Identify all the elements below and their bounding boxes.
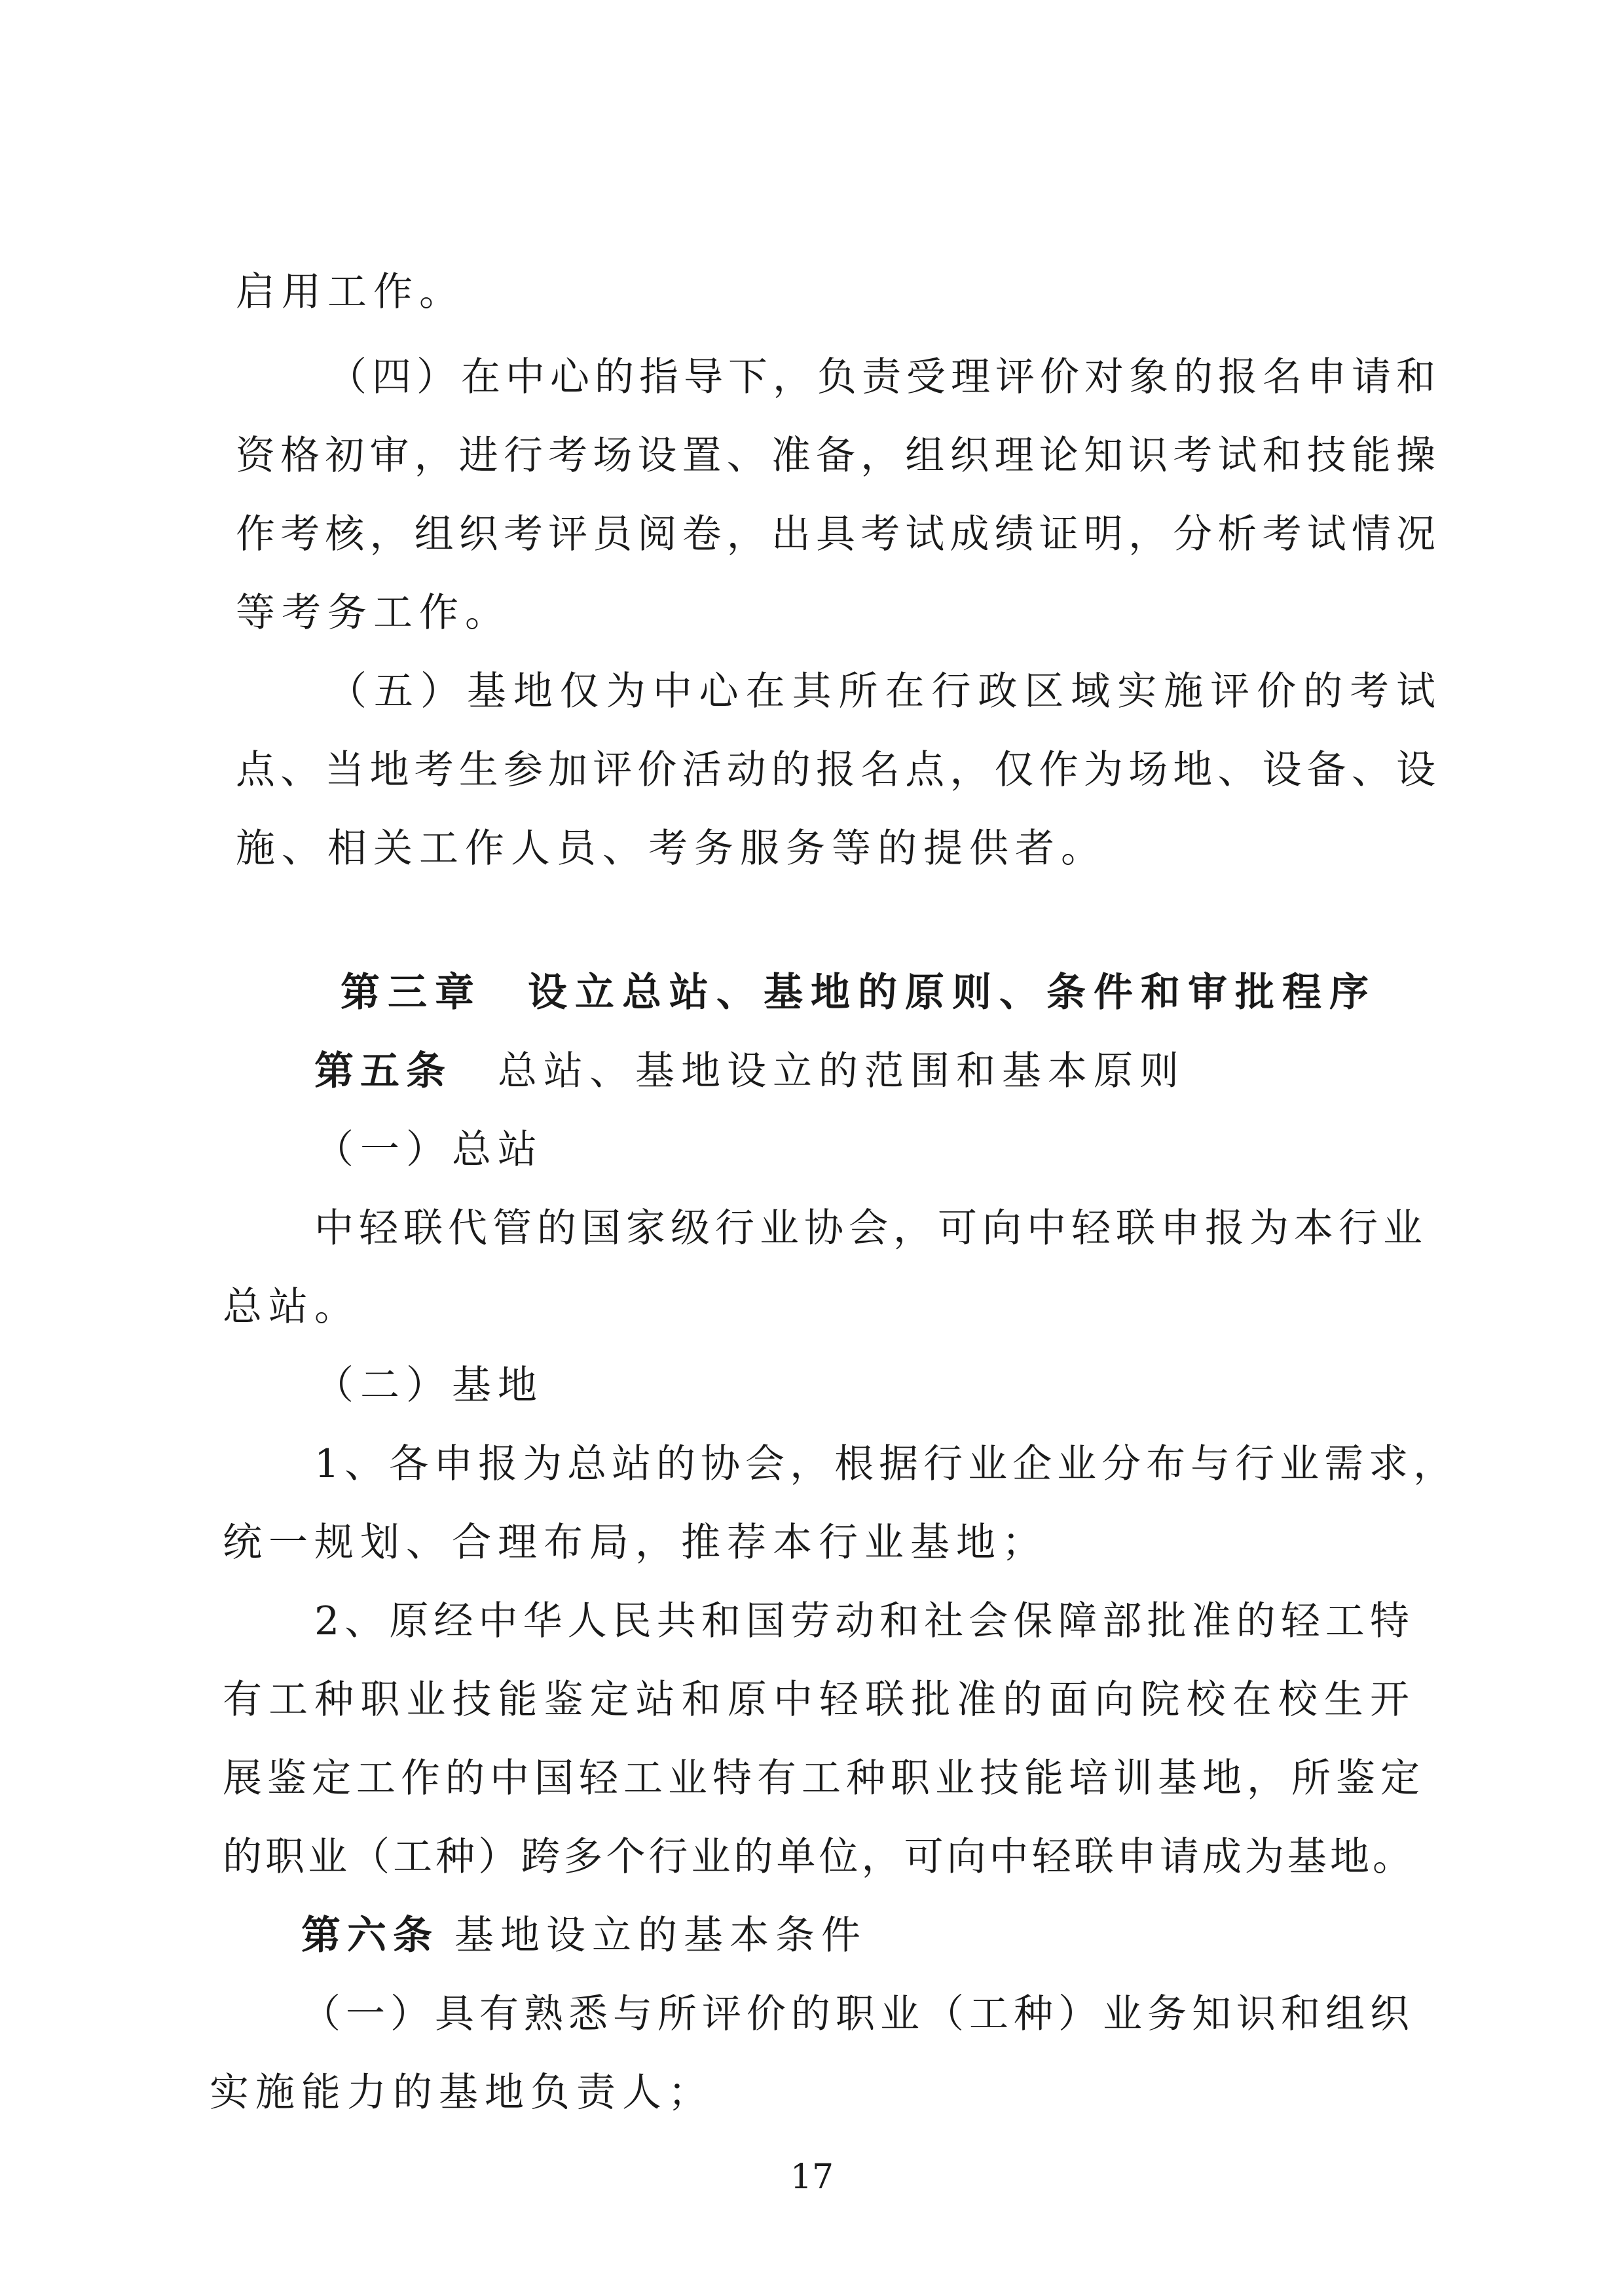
chapter-heading [341,966,1376,1019]
text-line-15: 1、各申报为总站的协会，根据行业企业分布与行业需求， [314,1441,1458,1487]
text-line-13: 总站。 [223,1284,360,1330]
text-line-19: 展鉴定工作的中国轻工业特有工种职业技能培训基地，所鉴定 [223,1755,1425,1801]
article-5-number: 第五条 [314,1048,452,1094]
text-line-22: （一）具有熟悉与所评价的职业（工种）业务知识和组织 [301,1991,1414,2037]
text-line-1: 启用工作。 [236,269,465,315]
text-line-18: 有工种职业技能鉴定站和原中轻联批准的面向院校在校生开 [223,1677,1414,1723]
text-line-6: （五）基地仅为中心在其所在行政区域实施评价的考试 [327,669,1441,714]
article-5-heading [314,1045,1185,1097]
text-line-4: 作考核，组织考评员阅卷，出具考试成绩证明，分析考试情况 [236,511,1441,557]
text-line-12: 中轻联代管的国家级行业协会，可向中轻联申报为本行业 [314,1205,1428,1251]
text-line-2: （四）在中心的指导下，负责受理评价对象的报名申请和 [327,354,1441,400]
text-line-3: 资格初审，进行考场设置、准备，组织理论知识考试和技能操 [236,433,1441,479]
text-line-16: 统一规划、合理布局，推荐本行业基地； [223,1520,1048,1566]
text-line-8: 施、相关工作人员、考务服务等的提供者。 [236,826,1107,872]
article-6-heading [301,1909,867,1962]
text-line-14: （二）基地 [314,1363,544,1408]
text-line-7: 点、当地考生参加评价活动的报名点，仅作为场地、设备、设 [236,747,1441,793]
page-number: 17 [790,2157,834,2197]
article-6-title: 基地设立的基本条件 [454,1913,867,1958]
text-line-11: （一）总站 [314,1127,544,1173]
article-5-title: 总站、基地设立的范围和基本原则 [498,1048,1185,1094]
text-line-20: 的职业（工种）跨多个行业的单位，可向中轻联申请成为基地。 [223,1834,1414,1880]
text-line-23: 实施能力的基地负责人； [210,2070,714,2116]
article-6-number: 第六条 [301,1913,439,1958]
text-line-17: 2、原经中华人民共和国劳动和社会保障部批准的轻工特 [314,1598,1414,1644]
chapter-number: 第三章 [341,970,482,1016]
chapter-title: 设立总站、基地的原则、条件和审批程序 [528,970,1376,1016]
text-line-5: 等考务工作。 [236,590,511,636]
paragraph-4-line-1 [327,351,1441,403]
